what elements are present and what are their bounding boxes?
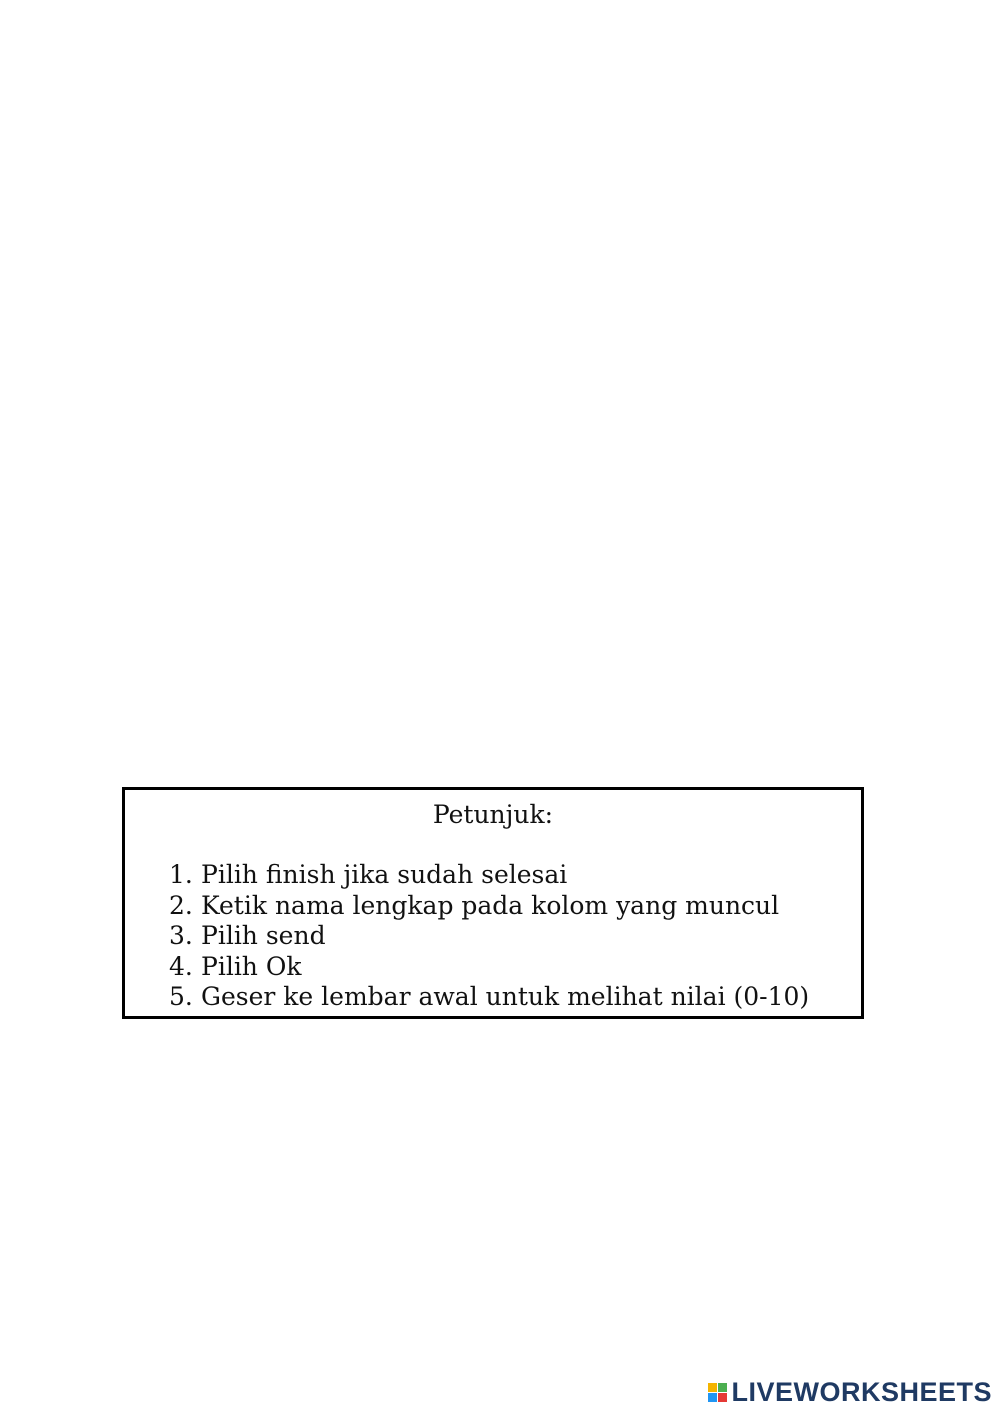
- step-text: Pilih send: [201, 921, 326, 950]
- brand-name: LIVEWORKSHEETS: [731, 1376, 992, 1407]
- instructions-title: Petunjuk:: [432, 800, 554, 829]
- step-text: Pilih Ok: [201, 951, 302, 981]
- step-text: Geser ke lembar awal untuk melihat nilai (0-10): [201, 982, 810, 1011]
- step-number: 3.: [169, 921, 193, 950]
- list-item: [169, 860, 809, 891]
- logo-square-4: [718, 1393, 727, 1402]
- liveworksheets-logo-icon: [708, 1383, 727, 1402]
- logo-square-1: [708, 1383, 717, 1392]
- list-item: [169, 891, 809, 922]
- liveworksheets-brand[interactable]: [708, 1377, 992, 1407]
- step-number: 1.: [169, 860, 193, 889]
- step-number: 4.: [169, 951, 193, 981]
- logo-square-2: [718, 1383, 727, 1392]
- step-number: 5.: [169, 982, 193, 1011]
- list-item: [169, 921, 809, 952]
- logo-square-3: [708, 1393, 717, 1402]
- step-text: Ketik nama lengkap pada kolom yang muncul: [201, 890, 780, 920]
- instructions-list: [169, 860, 809, 1013]
- step-text: Pilih finish jika sudah selesai: [201, 860, 568, 889]
- instructions-box: [122, 787, 864, 1019]
- list-item: [169, 952, 809, 983]
- list-item: [169, 982, 809, 1013]
- step-number: 2.: [169, 890, 193, 920]
